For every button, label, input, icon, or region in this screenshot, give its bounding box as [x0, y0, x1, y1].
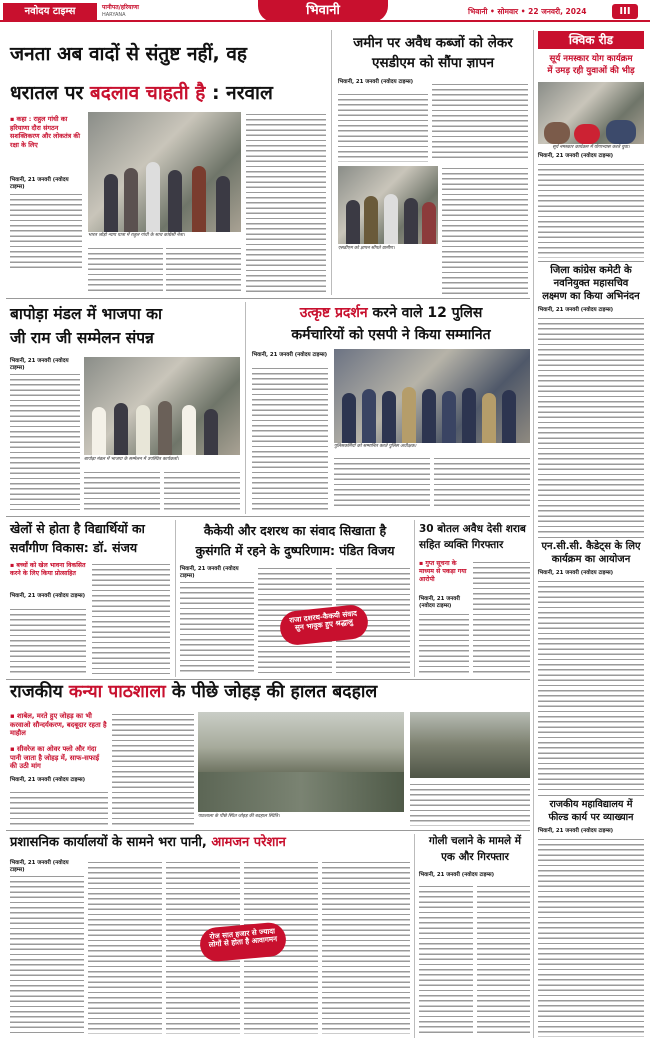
divider	[245, 302, 246, 514]
divider	[6, 298, 530, 299]
divider	[6, 830, 530, 831]
s7-body-col1	[419, 612, 469, 674]
sidebar-story1-body	[538, 162, 644, 258]
s7-kicker: ▪ गुप्त सूचना के माध्यम से पकड़ा गया आरोपी	[419, 560, 467, 583]
s8-byline: भिवानी, 21 जनवरी (नवोदय टाइम्स)	[10, 777, 86, 783]
s9-body-col2	[88, 860, 162, 1034]
section-title: भिवानी	[258, 0, 388, 22]
divider	[538, 261, 644, 262]
s8-caption: पाठशाला के पीछे स्थित जोहड़ की बदहाल स्थिति।	[198, 814, 280, 819]
s3-byline: भिवानी, 21 जनवरी (नवोदय टाइम्स)	[10, 358, 69, 371]
divider	[175, 520, 176, 677]
s5-headline-line1: खेलों से होता है विद्यार्थियों का	[10, 521, 145, 536]
sidebar-story3-byline: भिवानी, 21 जनवरी (नवोदय टाइम्स)	[538, 570, 614, 576]
s3-body-col3	[164, 470, 240, 510]
sidebar-story2-body	[538, 316, 644, 534]
s6-headline-line2: कुसंगति में रहने के दुष्परिणाम: पंडित विजय	[195, 543, 395, 558]
s9-headline: प्रशासनिक कार्यालयों के सामने भरा पानी, आमजन परेशान	[10, 835, 286, 850]
s2-headline-line2: एसडीएम को सौंपा ज्ञापन	[372, 55, 494, 71]
s8-body-col3	[410, 782, 530, 826]
s6-pull-quote: राजा दशरथ-कैकयी संवाद सुन भावुक हुए श्रद्धालु	[278, 603, 369, 646]
s10-byline: भिवानी, 21 जनवरी (नवोदय टाइम्स)	[419, 872, 495, 878]
divider	[414, 834, 415, 1038]
s10-headline-line1: गोली चलाने के मामले में	[428, 835, 522, 847]
s9-pull-quote: रोज सात हजार से ज्यादा लोगों से होता है आवागमन	[199, 921, 288, 962]
s2-headline-line1: जमीन पर अवैध कब्जों को लेकर	[353, 35, 513, 51]
s6-body-col1	[180, 580, 254, 674]
sidebar-story3-body	[538, 579, 644, 792]
divider	[331, 30, 332, 295]
s8-body-col1	[10, 790, 108, 826]
s2-body-col1	[338, 92, 428, 162]
s4-headline-line1: उत्कृष्ट प्रदर्शन करने वाले 12 पुलिस	[299, 305, 483, 321]
s7-body-col2	[473, 560, 530, 674]
sidebar-story4-headline-1: राजकीय महाविद्यालय में	[549, 799, 633, 810]
divider	[538, 537, 644, 538]
s1-body-col2	[88, 246, 163, 294]
sidebar-title: क्विक रीड	[538, 31, 644, 49]
s9-byline: भिवानी, 21 जनवरी (नवोदय टाइम्स)	[10, 860, 69, 873]
sidebar-story2-byline: भिवानी, 21 जनवरी (नवोदय टाइम्स)	[538, 307, 614, 313]
sidebar-story2-headline-3: लक्ष्मण का किया अभिनंदन	[542, 291, 640, 302]
masthead-logo: नवोदय टाइम्स	[3, 3, 97, 20]
s1-byline: भिवानी, 21 जनवरी (नवोदय टाइम्स)	[10, 177, 69, 190]
s9-body-col5	[322, 860, 410, 1034]
divider	[6, 516, 530, 517]
sidebar-story1-headline-1: सूर्य नमस्कार योग कार्यक्रम	[549, 54, 633, 64]
s4-body-col3	[434, 456, 530, 510]
s2-caption: एसडीएम को ज्ञापन सौंपते ग्रामीण।	[338, 246, 395, 251]
issue-date: भिवानी • सोमवार • 22 जनवरी, 2024	[468, 7, 587, 16]
s2-photo	[338, 166, 438, 244]
s1-photo	[88, 112, 241, 232]
s1-body-col4	[246, 112, 326, 294]
s5-body-col1	[10, 607, 86, 674]
s8-body-col2	[112, 712, 194, 826]
s3-caption: बापोड़ा मंडल में भाजपा के सम्मेलन में उपस्थित कार्यकर्ता।	[84, 457, 179, 462]
s3-body-col2	[84, 470, 160, 510]
s10-body-col2	[477, 884, 530, 1034]
s7-headline-line2: सहित व्यक्ति गिरफ्तार	[419, 539, 504, 551]
sidebar-story1-headline-2: में उमड़ रही युवाओं की भीड़	[547, 66, 635, 76]
s2-byline: भिवानी, 21 जनवरी (नवोदय टाइम्स)	[338, 79, 414, 85]
s1-headline-line2: धरातल पर बदलाव चाहती है : नरवाल	[10, 82, 273, 104]
s8-photo	[198, 712, 404, 812]
sidebar-photo	[538, 82, 644, 144]
edition-line: पानीपत/हरियाणा	[102, 4, 139, 11]
s4-body-col2	[334, 456, 430, 510]
s10-body-col1	[419, 884, 473, 1034]
s3-body-col1	[10, 372, 80, 510]
s1-body-col3	[166, 246, 241, 294]
s2-body-col3	[442, 166, 528, 294]
divider	[414, 520, 415, 677]
sidebar-story3-headline-1: एन.सी.सी. कैडेट्स के लिए	[541, 541, 641, 552]
s1-kicker: ▪ कहा : राहुल गांधी का हरियाणा दौरा संगठन सशक्तिकरण और लोकतंत्र की रक्षा के लिए	[10, 115, 80, 149]
sidebar-story1-caption: सूर्य नमस्कार कार्यक्रम में योगाभ्यास करते युवा।	[552, 145, 630, 150]
s1-headline-line1: जनता अब वादों से संतुष्ट नहीं, वह	[10, 43, 247, 65]
s6-byline: भिवानी, 21 जनवरी (नवोदय टाइम्स)	[180, 566, 239, 579]
s4-photo	[334, 349, 530, 443]
sidebar-story2-headline-1: जिला कांग्रेस कमेटी के	[550, 265, 632, 276]
s8-kicker-1: ▪ शाबेल, मरते हुए जोहड़ का भी करवाओ सौन्दर्यकरण, बदबूदार रहता है माहौल	[10, 712, 107, 737]
edition-sub: HARYANA	[102, 12, 126, 18]
s6-headline-line1: कैकेयी और दशरथ का संवाद सिखाता है	[203, 523, 387, 538]
sidebar-story1-byline: भिवानी, 21 जनवरी (नवोदय टाइम्स)	[538, 153, 614, 159]
s8-kicker-2: ▪ सीवरेज का ओवर फ्लो और गंदा पानी जाता है जोहड़ में, साफ-सफाई की उठी मांग	[10, 745, 100, 770]
s8-headline: राजकीय कन्या पाठशाला के पीछे जोहड़ की हालत बदहाल	[10, 682, 378, 702]
s1-caption: भारत जोड़ो न्याय यात्रा में राहुल गांधी के साथ कांग्रेसी नेता।	[88, 233, 185, 238]
sidebar-story4-byline: भिवानी, 21 जनवरी (नवोदय टाइम्स)	[538, 828, 614, 834]
s5-kicker: ▪ बच्चों को खेल भावना विकसित करने के लिए किया प्रोत्साहित	[10, 562, 86, 577]
s4-caption: पुलिसकर्मियों को सम्मानित करते पुलिस अधीक्षक।	[334, 444, 417, 449]
s10-headline-line2: एक और गिरफ्तार	[441, 851, 509, 863]
sidebar-story2-headline-2: नवनियुक्त महासचिव	[553, 278, 629, 289]
s5-byline: भिवानी, 21 जनवरी (नवोदय टाइम्स)	[10, 593, 86, 599]
s7-byline: भिवानी, 21 जनवरी (नवोदय टाइम्स)	[419, 596, 460, 609]
s3-headline-line2: जी राम जी सम्मेलन संपन्न	[10, 329, 154, 347]
s5-body-col2	[92, 562, 170, 674]
s7-headline-line1: 30 बोतल अवैध देसी शराब	[419, 523, 526, 535]
s4-headline-line2: कर्मचारियों को एसपी ने किया सम्मानित	[291, 327, 491, 343]
divider	[538, 795, 644, 796]
s1-body-col1	[10, 192, 82, 270]
s9-body-col1	[10, 874, 84, 1034]
s8-photo-2	[410, 712, 530, 778]
divider	[533, 30, 534, 1038]
s3-headline-line1: बापोड़ा मंडल में भाजपा का	[10, 305, 163, 323]
sidebar-story3-headline-2: कार्यक्रम का आयोजन	[551, 554, 631, 565]
sidebar-story4-body	[538, 837, 644, 1037]
divider	[6, 679, 530, 680]
s3-photo	[84, 357, 240, 455]
s4-byline: भिवानी, 21 जनवरी (नवोदय टाइम्स)	[252, 352, 328, 358]
page-number: III	[612, 4, 638, 19]
sidebar-story4-headline-2: फील्ड कार्य पर व्याख्यान	[548, 812, 634, 823]
s5-headline-line2: सर्वांगीण विकास: डॉ. संजय	[10, 540, 138, 555]
s2-body-col2	[432, 82, 528, 162]
s4-body-col1	[252, 366, 328, 510]
